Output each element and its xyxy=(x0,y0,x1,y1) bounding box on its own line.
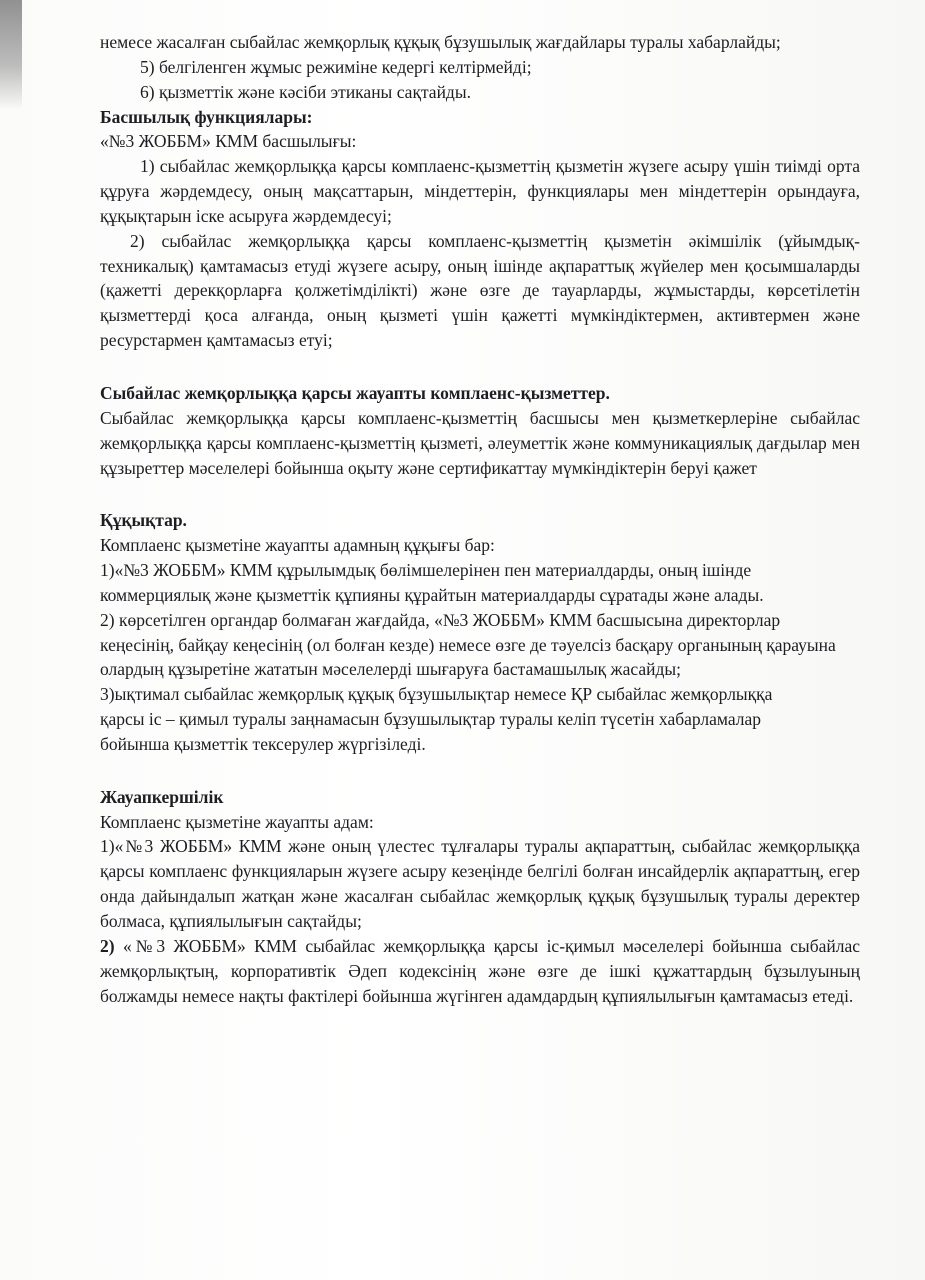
list-item-5: 5) белгіленген жұмыс режиміне кедергі келтірмейді; xyxy=(140,56,532,77)
list-item: 2) сыбайлас жемқорлыққа қарсы комплаенс-қызметтің қызметін әкімшілік (ұйымдық-техникалық) қамтамасыз етуді жүзеге асыру, оның ішінде ақпараттық жүйелер мен қосымшаларды (қажетті дерекқорларға қолжетімділікті) және өзге де тауарларды, жұмыстарды, көрсетілетін қызметтерді қоса алғанда, оның қызметі үшін қажетті мүмкіндіктермен, активтермен және ресурстармен қамтамасыз етуі; xyxy=(100,230,860,351)
list-item: 2) көрсетілген органдар болмаған жағдайда, «№3 ЖОББМ» КММ басшысына директорлар кеңесінің, байқау кеңесінің (ол болған кезде) немесе өзге де тәуелсіз басқару органының қарауына олардың құзыретіне жататын мәселелерді шығаруға бастамашылық жасайды; xyxy=(100,609,836,680)
section-heading-responsibility: Жауапкершілік xyxy=(100,786,224,807)
list-item: 1) сыбайлас жемқорлыққа қарсы комплаенс-қызметтің қызметін жүзеге асыру үшін тиімді орта құруға жәрдемдесу, оның мақсаттарын, міндеттерін, функциялары мен міндеттерін орындауға, құқықтарын іске асыруға жәрдемдесуі; xyxy=(100,156,860,226)
section-intro: Комплаенс қызметіне жауапты адам: xyxy=(100,811,374,832)
section-heading-compliance: Сыбайлас жемқорлыққа қарсы жауапты комплаенс-қызметтер. xyxy=(100,382,610,403)
continued-paragraph: немесе жасалған сыбайлас жемқорлық құқық бұзушылық жағдайлары туралы хабарлайды; xyxy=(100,32,781,52)
section-intro: «№3 ЖОББМ» КММ басшылығы: xyxy=(100,131,357,152)
list-item-text: «№3 ЖОББМ» КММ сыбайлас жемқорлыққа қарсы іс-қимыл мәселелері бойынша сыбайлас жемқорлықтың, корпоративтік Әдеп кодексінің және өзге де ішкі құжаттардың бұзылуының болжамды немесе нақты фактілері бойынша жүгінген адамдардың құпиялылығын қамтамасыз етеді. xyxy=(100,935,860,1006)
list-item: 1)«№3 ЖОББМ» КММ және оның үлестес тұлғалары туралы ақпараттың, сыбайлас жемқорлыққа қарсы комплаенс функцияларын жүзеге асыру кезеңінде белгілі болған инсайдерлік ақпараттың, егер онда дайындалып жатқан және жасалған сыбайлас жемқорлық құқық бұзушылық туралы деректер болмаса, құпиялылығын сақтайды; xyxy=(100,836,860,931)
section-heading-rights: Құқықтар. xyxy=(100,510,187,531)
list-item: 1)«№3 ЖОББМ» КММ құрылымдық бөлімшелерінен пен материалдарды, оның ішінде коммерциялық және қызметтік құпияны құрайтын материалдарды сұратады және алады. xyxy=(100,560,764,605)
list-item: 3)ықтимал сыбайлас жемқорлық құқық бұзушылықтар немесе ҚР сыбайлас жемқорлыққа қарсы іс – қимыл туралы заңнамасын бұзушылықтар туралы келіп түсетін хабарламалар бойынша қызметтік тексерулер жүргізіледі. xyxy=(100,684,773,754)
section-heading-management: Басшылық функциялары: xyxy=(100,106,313,127)
section-intro: Комплаенс қызметіне жауапты адамның құқығы бар: xyxy=(100,535,495,556)
list-number: 2) xyxy=(100,935,115,956)
section-paragraph: Сыбайлас жемқорлыққа қарсы комплаенс-қызметтің басшысы мен қызметкерлеріне сыбайлас жемқорлыққа қарсы комплаенс-қызметтің қызметі, әлеуметтік және коммуникациялық дағдылар мен құзыреттер мәселелері бойынша оқыту және сертификаттау мүмкіндіктерін беруі қажет xyxy=(100,407,860,478)
list-item-6: 6) қызметтік және кәсіби этиканы сақтайды. xyxy=(140,81,471,102)
scan-edge-shadow xyxy=(0,0,22,110)
document-body xyxy=(100,30,860,1008)
list-item xyxy=(100,934,860,1009)
